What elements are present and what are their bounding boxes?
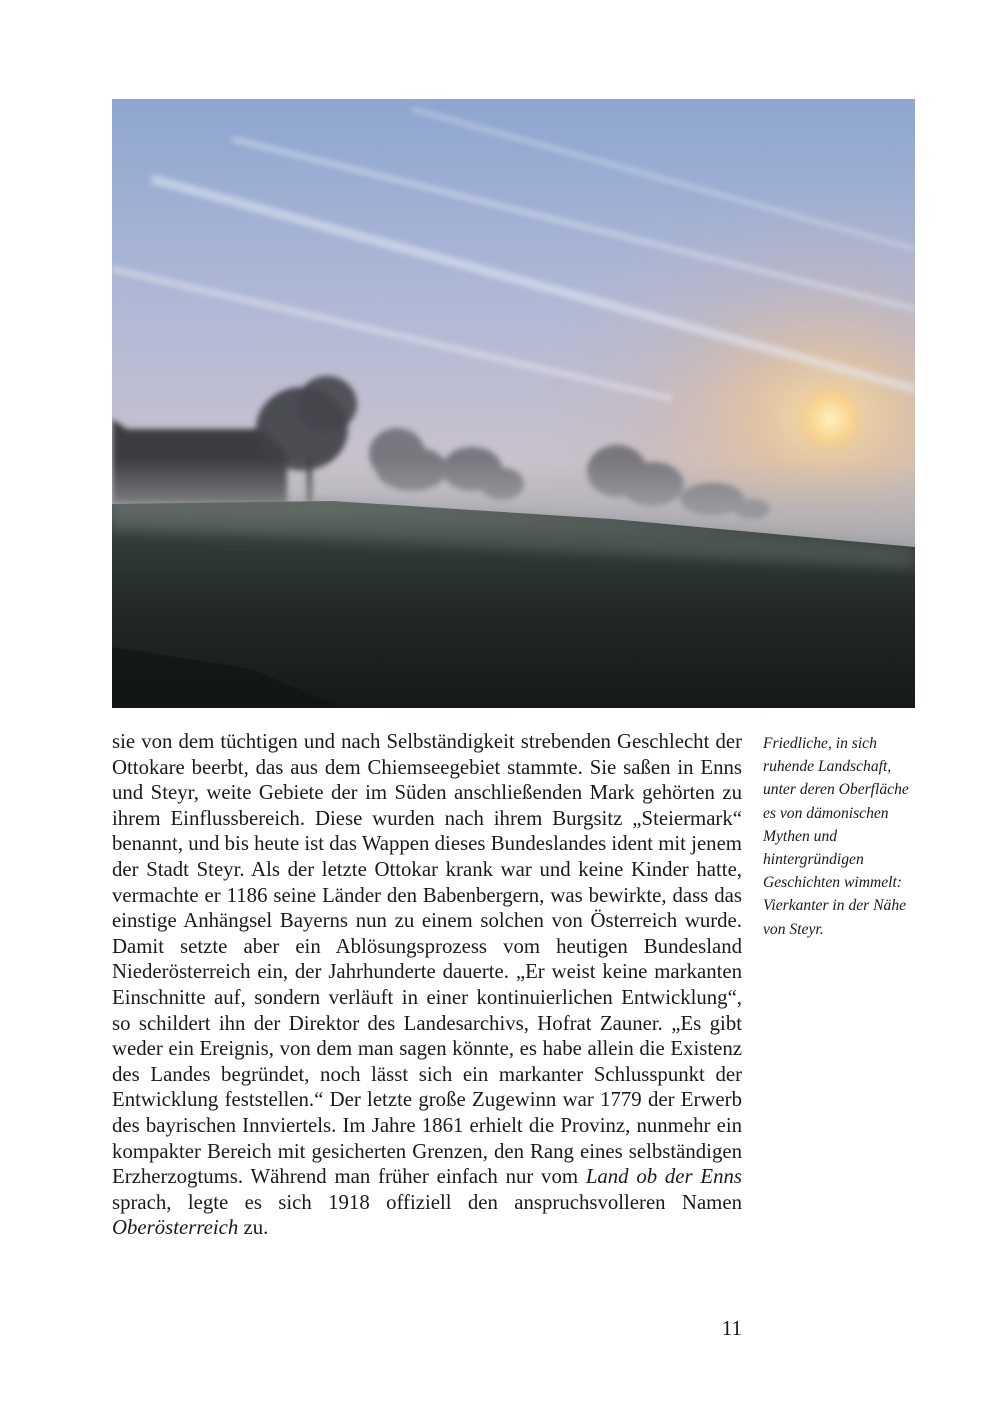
- body-text-part-3: zu.: [238, 1216, 269, 1240]
- page-number: 11: [721, 1316, 742, 1340]
- body-text-part-2: sprach, legte es sich 1918 offiziell den anspruchsvolleren Namen: [112, 1190, 742, 1214]
- photo-caption: Friedliche, in sich ruhende Landschaft, unter deren Oberfläche es von dämonischen Mythen und hintergründigen Geschichten wimmelt: Vierkanter in der Nähe von Steyr.: [763, 735, 909, 938]
- body-text: [112, 729, 742, 1241]
- body-text-italic-oberoesterreich: Oberösterreich: [112, 1216, 239, 1240]
- body-text-part-1: sie von dem tüchtigen und nach Selbständigkeit strebenden Geschlecht der Ottokare beerbt, das aus dem Chiemseegebiet stammte. Sie saßen in Enns und Steyr, weite Gebiete der im Süden anschließenden Mark gehörten zu ihrem Einflussbereich. Diese wurden nach ihrem Burgsitz „Steiermark“ benannt, und bis heute ist das Wappen dieses Bundeslandes ident mit jenem der Stadt Steyr. Als der letzte Ottokar krank war und keine Kinder hatte, vermachte er 1186 seine Länder den Babenbergern, was bewirkte, dass das einstige Anhängsel Bayerns nun zu einem solchen von Österreich wurde. Damit setzte aber ein Ablösungsprozess vom heutigen Bundesland Niederösterreich ein, der Jahrhunderte dauerte. „Er weist keine markanten Einschnitte auf, sondern verläuft in einer kontinuierlichen Entwicklung“, so schildert ihn der Direktor des Landesarchivs, Hofrat Zauner. „Es gibt weder ein Ereignis, von dem man sagen könnte, es habe allein die Existenz des Landes begründet, noch lässt sich ein markanter Schlusspunkt der Entwicklung feststellen.“ Der letzte große Zugewinn war 1779 der Erwerb des bayrischen Innviertels. Im Jahre 1861 erhielt die Provinz, nunmehr ein kompakter Bereich mit gesicherten Grenzen, den Rang eines selbständigen Erzherzogtums. Während man früher einfach nur vom: [112, 730, 742, 1189]
- landscape-photo: [112, 99, 915, 708]
- foggy-landscape-image: [112, 99, 915, 708]
- body-text-italic-land-ob-der-enns: Land ob der Enns: [585, 1165, 742, 1189]
